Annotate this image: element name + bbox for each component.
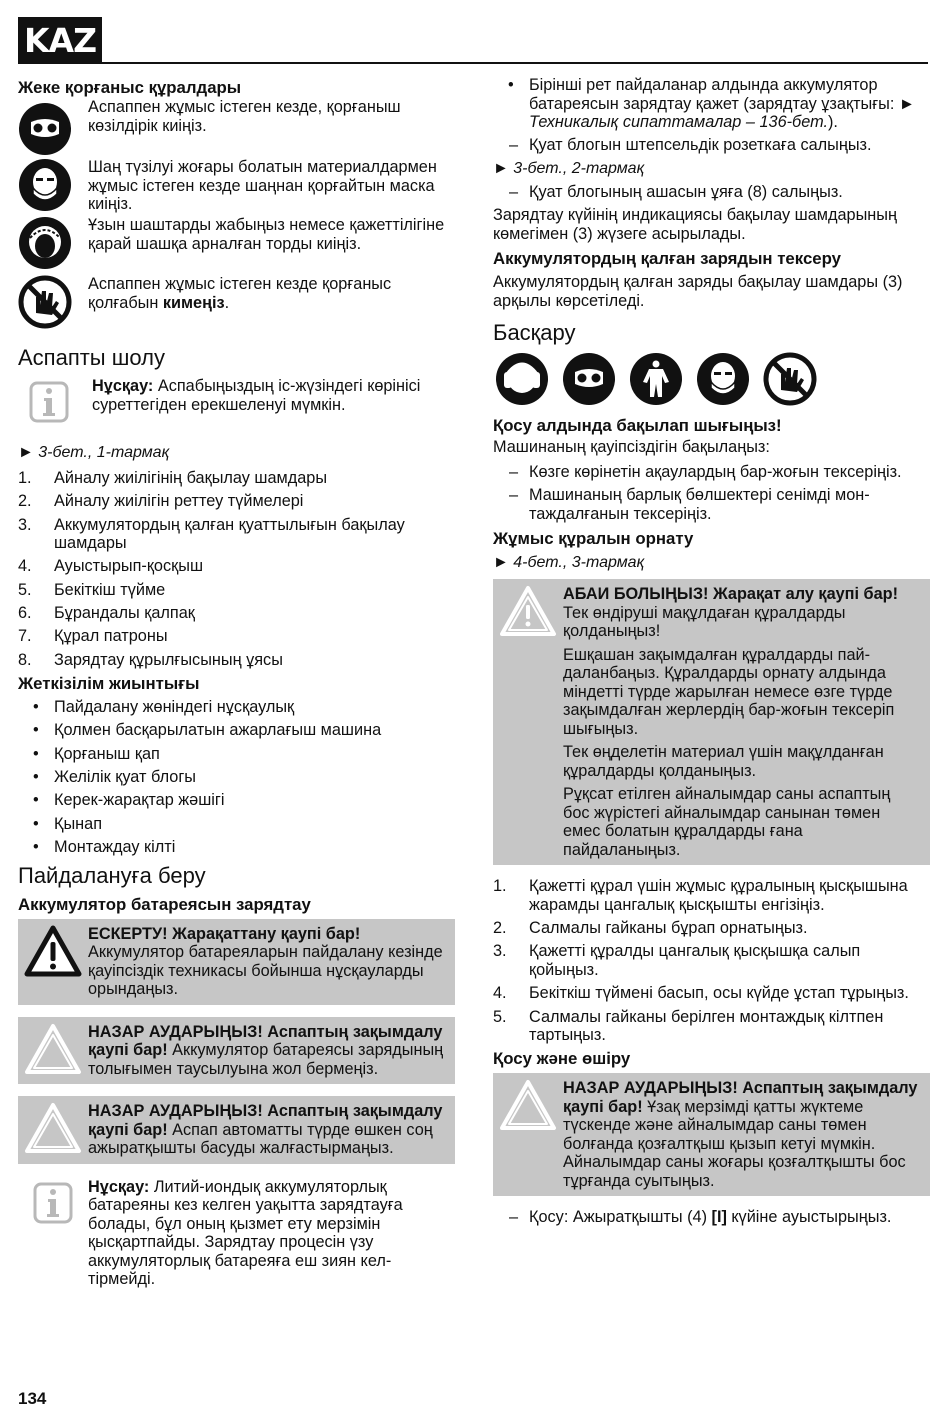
list-item: 2. Салмалы гайканы бұрап орнатыңыз.	[493, 919, 808, 938]
ppe-text: Шаң түзілуі жоғары болатын материалдармен жұмыс істеген кезде шаңнан қорғайтын маска киіңіз.	[88, 158, 437, 213]
page-number: 134	[18, 1389, 47, 1408]
check-text: Аккумулятордың қалған заряды бақылау шамдары (3) арқылы көрсетіледі.	[493, 273, 903, 310]
note-overview: Нұсқау: Аспабыңыздың іс-жүзіндегі көрінісі суреттегіден ерекшеленуі мүмкін.	[18, 377, 455, 429]
operation-heading: Басқару	[493, 320, 576, 346]
note-charging: Нұсқау: Литий-иондық аккумуляторлық батареяны кез келген уақытта зарядтауға болады, бұл оның қызмет ету мерзімін қысқартпайды. Зарядтау процесін үзу аккумуляторлық батареяға еш зиян келтірмейді.	[18, 1172, 455, 1295]
info-icon	[22, 1178, 88, 1289]
ppe-text: Аспаппен жұмыс істеген кезде қорғаныс қолғабын кимеңіз.	[88, 275, 392, 312]
caution-icon	[22, 1023, 88, 1079]
list-item: • Монтаждау кілті	[33, 838, 176, 857]
mount-steps	[493, 877, 930, 1044]
right-column	[493, 70, 930, 1227]
protective-clothing-icon	[629, 352, 683, 406]
dust-mask-icon	[696, 352, 750, 406]
list-item: • Қорғаныш қап	[33, 744, 160, 763]
language-tab: KAZ	[18, 17, 102, 63]
list-item: 3. Қажетті құралды цангалық қысқышқа салып қойыңыз.	[493, 942, 861, 979]
caution-box: НАЗАР АУДАРЫҢЫЗ! Аспаптың зақымдалу қаупі бар! Аккумулятор батареясы зарядының толығымен таусылуына жол бермеңіз.	[18, 1017, 455, 1085]
caution-box: НАЗАР АУДАРЫҢЫЗ! Аспаптың зақымдалу қаупі бар! Аспап автоматты түрде өшкен соң ажыратқышты басуды жалғастырмаңыз.	[18, 1096, 455, 1164]
safety-goggles-icon	[18, 102, 72, 156]
commissioning-heading: Пайдалануға беру	[18, 862, 206, 888]
dash-item: – Қосу: Ажыратқышты (4) [I] күйіне ауыстырыңыз.	[509, 1208, 892, 1227]
figure-reference: ► 3-бет., 2-тармақ	[493, 159, 645, 177]
list-item: • Керек-жарақтар жәшігі	[33, 791, 225, 810]
ppe-item-hair-net	[18, 216, 455, 275]
ppe-item-no-gloves	[18, 275, 455, 333]
pre-check-text: Машинаның қауіпсіздігін бақылаңыз:	[493, 438, 770, 457]
figure-reference: ► 4-бет., 3-тармақ	[493, 554, 645, 572]
ppe-item-goggles	[18, 98, 455, 158]
hair-net-icon	[18, 216, 72, 270]
caution-icon	[22, 1102, 88, 1158]
parts-list	[18, 469, 455, 669]
caution-icon	[497, 1079, 563, 1190]
ppe-title: Жеке қорғаныс құралдары	[18, 78, 242, 97]
dash-item: – Машинаның барлық бөлшектері сенімді монтаждалғанын тексеріңіз.	[509, 486, 870, 523]
list-item: 1. Қажетті құрал үшін жұмыс құралының қысқышына жарамды цангалық қысқышты енгізіңіз.	[493, 877, 908, 914]
ppe-text: Ұзын шаштарды жабыңыз немесе қажеттілігіне қарай шашқа арналған торды киіңіз.	[88, 216, 445, 253]
ppe-icons-row	[495, 352, 930, 406]
on-off-title: Қосу және өшіру	[493, 1049, 631, 1069]
list-item: • Желілік қуат блогы	[33, 768, 196, 787]
check-title: Аккумулятордың қалған зарядын тексеру	[493, 249, 841, 269]
ear-protection-icon	[495, 352, 549, 406]
caution-box: АБАИ БОЛЫҢЫЗ! Жарақат алу қаупі бар! Тек өндіруші мақұлдаған құралдарды қолданыңыз! Ешқашан зақымдалған құралдарды пайдаланбаңыз. Құралдарды орнату алдында міндетті түрде жарылған немесе өзге түрде зақымдалған жерлердің бар-жоғын тексеріп шығыңыз. Тек өңделетін материал үшін мақұлданған құралдарды қолданыңыз. Рұқсат етілген айналымдар саны аспаптың бос жүрістегі айналымдар санынан төмен емес болатын құралдарды ғана пайдаланыңыз.	[493, 579, 930, 865]
ppe-text: Аспаппен жұмыс істеген кезде, қорғаныш көзілдірік киіңіз.	[88, 98, 401, 135]
figure-reference: ► 3-бет., 1-тармақ	[18, 444, 170, 461]
overview-heading: Аспапты шолу	[18, 345, 165, 370]
scope-list	[18, 698, 455, 857]
list-item: • Қынап	[33, 814, 103, 833]
dash-item: – Қуат блогын штепсельдік розеткаға салыңыз.	[509, 136, 872, 155]
info-icon	[18, 377, 92, 429]
charge-bullets	[493, 76, 930, 132]
header-rule	[18, 62, 928, 64]
list-item: 4. Ауыстырып-қосқыш	[18, 557, 204, 576]
list-item: 2. Айналу жиілігін реттеу түймелері	[18, 492, 304, 511]
list-item: 7. Құрал патроны	[18, 627, 168, 646]
list-item: 5. Салмалы гайканы берілген монтаждық кілтпен тартыңыз.	[493, 1007, 884, 1045]
charge-indication-text: Зарядтау күйінің индикациясы бақылау шамдарының көмегімен (3) жүзеге асырылады.	[493, 206, 897, 243]
safety-goggles-icon	[562, 352, 616, 406]
dash-item: – Қуат блогының ашасын ұяға (8) салыңыз.	[509, 182, 843, 201]
ppe-item-dust-mask	[18, 158, 455, 216]
scope-title: Жеткізілім жиынтығы	[18, 673, 200, 693]
no-gloves-icon	[18, 275, 72, 329]
warning-icon	[497, 585, 563, 859]
mount-title: Жұмыс құралын орнату	[493, 529, 694, 549]
list-item: 4. Бекіткіш түймені басып, осы күйде ұстап тұрыңыз.	[493, 984, 909, 1003]
caution-box: НАЗАР АУДАРЫҢЫЗ! Аспаптың зақымдалу қаупі бар! Ұзақ мерзімді қатты жүктеме түскенде және айналымдар саны төмен болғанда қозғалтқыш қызып кетуі мүмкін. Айналымдар саны жоғары қозғалтқышты бос тұрғанда суытыңыз.	[493, 1073, 930, 1196]
list-item: • Қолмен басқарылатын ажарлағыш машина	[33, 721, 382, 740]
warning-box: ЕСКЕРТУ! Жарақаттану қаупі бар! Аккумулятор батареяларын пайдалану кезінде қауіпсіздік техникасы бойынша нұсқауларды орындаңыз.	[18, 919, 455, 1005]
list-item: 5. Бекіткіш түйме	[18, 580, 166, 599]
no-gloves-icon	[763, 352, 817, 406]
list-item: 6. Бұрандалы қалпақ	[18, 603, 195, 622]
left-column	[18, 70, 455, 1295]
pre-check-title: Қосу алдында бақылап шығыңыз!	[493, 416, 782, 436]
list-item: 1. Айналу жиілігінің бақылау шамдары	[18, 469, 328, 487]
dust-mask-icon	[18, 158, 72, 212]
list-item: • Бірінші рет пайдаланар алдында аккумулятор батареясын зарядтау қажет (зарядтау ұзақтығы: ► Техникалық сипаттамалар – 136-бет.).	[508, 76, 916, 131]
list-item: • Пайдалану жөніндегі нұсқаулық	[33, 697, 295, 716]
list-item: 8. Зарядтау құрылғысының ұясы	[18, 650, 283, 669]
charging-title: Аккумулятор батареясын зарядтау	[18, 894, 311, 914]
list-item: 3. Аккумулятордың қалған қуаттылығын бақылау шамдары	[18, 515, 405, 553]
dash-item: – Көзге көрінетін ақаулардың бар-жоғын тексеріңіз.	[509, 462, 902, 481]
warning-icon	[22, 925, 88, 999]
